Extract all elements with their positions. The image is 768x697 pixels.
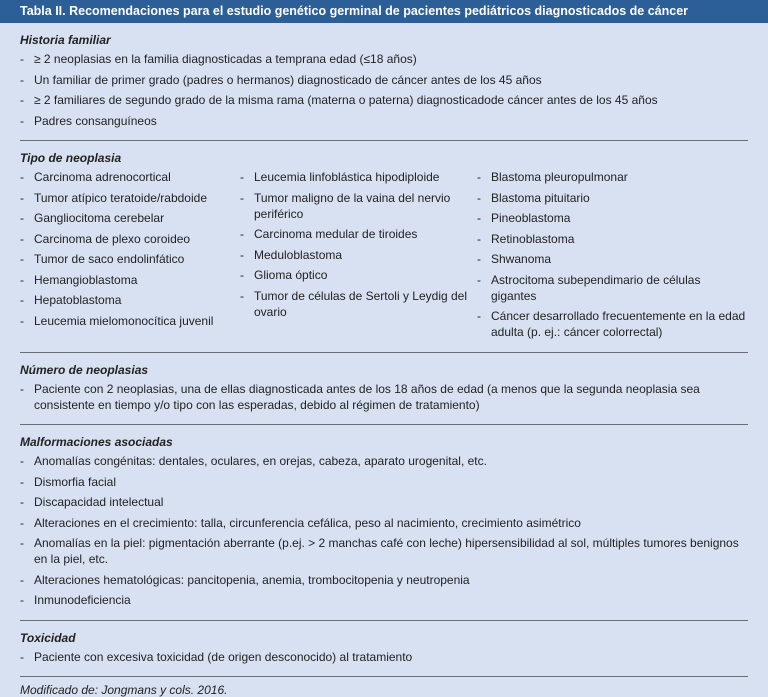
list-item: - Gangliocitoma cerebelar [20,210,240,226]
list-item: - Tumor atípico teratoide/rabdoide [20,190,240,206]
item-list [240,169,477,345]
table-footnote: Modificado de: Jongmans y cols. 2016. [20,683,228,697]
section [20,141,748,353]
list-item: - Shwanoma [477,251,748,267]
list-item: - Tumor de saco endolinfático [20,251,240,267]
section-title: Número de neoplasias [20,362,149,377]
list-item: - Inmunodeficiencia [20,592,748,608]
list-item: - Alteraciones hematológicas: pancitopenia, anemia, trombocitopenia y neutropenia [20,572,748,588]
list-item: - Carcinoma adrenocortical [20,169,240,185]
columns [20,169,748,345]
list-item: - Pineoblastoma [477,210,748,226]
item-list [20,649,748,665]
list-item: - Anomalías congénitas: dentales, oculares, en orejas, cabeza, aparato urogenital, etc. [20,453,748,469]
section-title: Tipo de neoplasia [20,151,122,165]
list-item: - Cáncer desarrollado frecuentemente en la edad adulta (p. ej.: cáncer colorrectal) [477,308,748,340]
list-item: - Hepatoblastoma [20,292,240,308]
section [20,621,748,678]
list-item: - Anomalías en la piel: pigmentación aberrante (p.ej. > 2 manchas café con leche) hipersensibilidad al sol, múltiples tumores benignos en la piel, etc. [20,535,748,567]
list-item: - Discapacidad intelectual [20,494,748,510]
list-item: - Un familiar de primer grado (padres o hermanos) diagnosticado de cáncer antes de los 45 años [20,72,748,88]
section [20,23,748,141]
list-item: - Carcinoma de plexo coroideo [20,231,240,247]
list-item: - Tumor de células de Sertoli y Leydig del ovario [240,288,477,320]
list-item: - Alteraciones en el crecimiento: talla, circunferencia cefálica, peso al nacimiento, crecimiento asimétrico [20,515,748,531]
section-title: Toxicidad [20,630,76,645]
list-item: - Paciente con 2 neoplasias, una de ellas diagnosticada antes de los 18 años de edad (a menos que la segunda neoplasia sea consistente en tiempo y/o tipo con las esperadas, debido al régimen de tratamiento) [20,381,748,413]
item-list [20,453,748,608]
list-item: - Blastoma pituitario [477,190,748,206]
item-list [20,169,240,345]
list-item: - ≥ 2 neoplasias en la familia diagnosticadas a temprana edad (≤18 años) [20,51,748,67]
item-list [477,169,748,345]
list-item: - Paciente con excesiva toxicidad (de origen desconocido) al tratamiento [20,649,748,665]
section [20,353,748,426]
section [20,425,748,621]
section-title: Malformaciones asociadas [20,435,173,449]
item-list [20,51,748,129]
list-item: - Leucemia mielomonocítica juvenil [20,313,240,329]
list-item: - Padres consanguíneos [20,113,748,129]
table-body [0,23,768,677]
list-item: - Dismorfia facial [20,474,748,490]
list-item: - ≥ 2 familiares de segundo grado de la misma rama (materna o paterna) diagnosticadode cáncer antes de los 45 años [20,92,748,108]
list-item: - Carcinoma medular de tiroides [240,226,477,242]
list-item: - Leucemia linfoblástica hipodiploide [240,169,477,185]
list-item: - Astrocitoma subependimario de células gigantes [477,272,748,304]
list-item: - Meduloblastoma [240,247,477,263]
list-item: - Glioma óptico [240,267,477,283]
list-item: - Hemangioblastoma [20,272,240,288]
list-item: - Blastoma pleuropulmonar [477,169,748,185]
list-item: - Retinoblastoma [477,231,748,247]
item-list [20,381,748,413]
list-item: - Tumor maligno de la vaina del nervio periférico [240,190,477,222]
section-title: Historia familiar [20,33,111,47]
table-title: Tabla II. Recomendaciones para el estudio genético germinal de pacientes pediátricos diagnosticados de cáncer [0,0,768,23]
